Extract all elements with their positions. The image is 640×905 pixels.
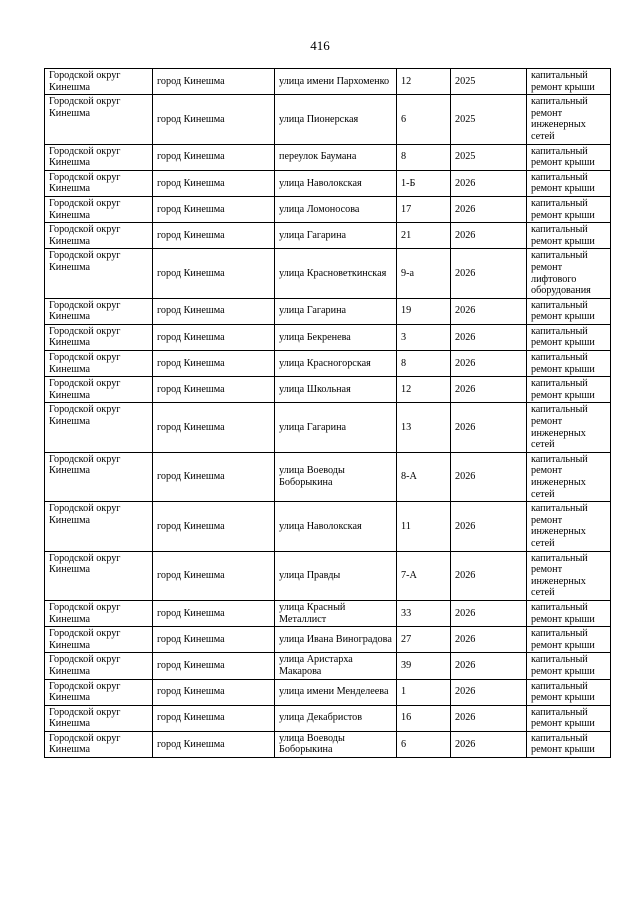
house-number-cell: 6	[397, 731, 451, 757]
street-cell: улица Гагарина	[275, 403, 397, 452]
street-cell: улица Наволокская	[275, 502, 397, 551]
table-row	[45, 502, 611, 551]
table-row	[45, 69, 611, 95]
work-type-cell: капитальный ремонт крыши	[527, 731, 611, 757]
locality-cell: город Кинешма	[153, 705, 275, 731]
municipality-cell: Городской округ Кинешма	[45, 653, 153, 679]
locality-cell: город Кинешма	[153, 377, 275, 403]
street-cell: улица Наволокская	[275, 170, 397, 196]
house-number-cell: 8	[397, 351, 451, 377]
work-type-cell: капитальный ремонт крыши	[527, 196, 611, 222]
year-cell: 2026	[451, 170, 527, 196]
municipality-cell: Городской округ Кинешма	[45, 95, 153, 144]
locality-cell: город Кинешма	[153, 69, 275, 95]
house-number-cell: 27	[397, 627, 451, 653]
table-row	[45, 679, 611, 705]
work-type-cell: капитальный ремонт лифтового оборудования	[527, 249, 611, 298]
municipality-cell: Городской округ Кинешма	[45, 731, 153, 757]
locality-cell: город Кинешма	[153, 95, 275, 144]
table-row	[45, 95, 611, 144]
locality-cell: город Кинешма	[153, 249, 275, 298]
municipality-cell: Городской округ Кинешма	[45, 551, 153, 600]
street-cell: улица Аристарха Макарова	[275, 653, 397, 679]
street-cell: улица имени Менделеева	[275, 679, 397, 705]
municipality-cell: Городской округ Кинешма	[45, 627, 153, 653]
work-type-cell: капитальный ремонт крыши	[527, 377, 611, 403]
locality-cell: город Кинешма	[153, 403, 275, 452]
street-cell: улица Красногорская	[275, 351, 397, 377]
municipality-cell: Городской округ Кинешма	[45, 324, 153, 350]
table-row	[45, 653, 611, 679]
year-cell: 2026	[451, 196, 527, 222]
work-type-cell: капитальный ремонт крыши	[527, 705, 611, 731]
house-number-cell: 8	[397, 144, 451, 170]
work-type-cell: капитальный ремонт инженерных сетей	[527, 403, 611, 452]
house-number-cell: 7-А	[397, 551, 451, 600]
street-cell: улица Пионерская	[275, 95, 397, 144]
table-row	[45, 403, 611, 452]
street-cell: переулок Баумана	[275, 144, 397, 170]
municipality-cell: Городской округ Кинешма	[45, 502, 153, 551]
table-row	[45, 249, 611, 298]
house-number-cell: 17	[397, 196, 451, 222]
work-type-cell: капитальный ремонт инженерных сетей	[527, 95, 611, 144]
work-type-cell: капитальный ремонт крыши	[527, 144, 611, 170]
year-cell: 2026	[451, 705, 527, 731]
street-cell: улица Гагарина	[275, 223, 397, 249]
work-type-cell: капитальный ремонт инженерных сетей	[527, 502, 611, 551]
table-row	[45, 223, 611, 249]
locality-cell: город Кинешма	[153, 600, 275, 626]
street-cell: улица Красный Металлист	[275, 600, 397, 626]
street-cell: улица Воеводы Боборыкина	[275, 452, 397, 501]
housing-repair-table	[44, 68, 611, 758]
year-cell: 2026	[451, 223, 527, 249]
house-number-cell: 8-А	[397, 452, 451, 501]
work-type-cell: капитальный ремонт крыши	[527, 324, 611, 350]
house-number-cell: 1	[397, 679, 451, 705]
house-number-cell: 33	[397, 600, 451, 626]
table-row	[45, 170, 611, 196]
house-number-cell: 21	[397, 223, 451, 249]
municipality-cell: Городской округ Кинешма	[45, 679, 153, 705]
work-type-cell: капитальный ремонт инженерных сетей	[527, 551, 611, 600]
municipality-cell: Городской округ Кинешма	[45, 298, 153, 324]
street-cell: улица Воеводы Боборыкина	[275, 731, 397, 757]
locality-cell: город Кинешма	[153, 298, 275, 324]
locality-cell: город Кинешма	[153, 452, 275, 501]
table-row	[45, 324, 611, 350]
street-cell: улица Правды	[275, 551, 397, 600]
table-row	[45, 705, 611, 731]
year-cell: 2025	[451, 144, 527, 170]
municipality-cell: Городской округ Кинешма	[45, 223, 153, 249]
street-cell: улица Ивана Виноградова	[275, 627, 397, 653]
table-row	[45, 731, 611, 757]
table-row	[45, 144, 611, 170]
locality-cell: город Кинешма	[153, 324, 275, 350]
table-body	[45, 69, 611, 758]
year-cell: 2026	[451, 324, 527, 350]
year-cell: 2025	[451, 69, 527, 95]
work-type-cell: капитальный ремонт крыши	[527, 351, 611, 377]
year-cell: 2026	[451, 600, 527, 626]
municipality-cell: Городской округ Кинешма	[45, 249, 153, 298]
municipality-cell: Городской округ Кинешма	[45, 351, 153, 377]
year-cell: 2026	[451, 351, 527, 377]
year-cell: 2025	[451, 95, 527, 144]
table-row	[45, 551, 611, 600]
year-cell: 2026	[451, 731, 527, 757]
work-type-cell: капитальный ремонт крыши	[527, 679, 611, 705]
house-number-cell: 39	[397, 653, 451, 679]
year-cell: 2026	[451, 249, 527, 298]
work-type-cell: капитальный ремонт крыши	[527, 223, 611, 249]
house-number-cell: 1-Б	[397, 170, 451, 196]
house-number-cell: 11	[397, 502, 451, 551]
street-cell: улица Декабристов	[275, 705, 397, 731]
street-cell: улица Красноветкинская	[275, 249, 397, 298]
year-cell: 2026	[451, 452, 527, 501]
table-row	[45, 600, 611, 626]
house-number-cell: 16	[397, 705, 451, 731]
street-cell: улица Школьная	[275, 377, 397, 403]
locality-cell: город Кинешма	[153, 551, 275, 600]
municipality-cell: Городской округ Кинешма	[45, 600, 153, 626]
table-row	[45, 452, 611, 501]
table-row	[45, 298, 611, 324]
table-row	[45, 377, 611, 403]
year-cell: 2026	[451, 679, 527, 705]
house-number-cell: 13	[397, 403, 451, 452]
locality-cell: город Кинешма	[153, 679, 275, 705]
locality-cell: город Кинешма	[153, 223, 275, 249]
street-cell: улица имени Пархоменко	[275, 69, 397, 95]
municipality-cell: Городской округ Кинешма	[45, 705, 153, 731]
locality-cell: город Кинешма	[153, 144, 275, 170]
year-cell: 2026	[451, 377, 527, 403]
year-cell: 2026	[451, 551, 527, 600]
house-number-cell: 3	[397, 324, 451, 350]
work-type-cell: капитальный ремонт инженерных сетей	[527, 452, 611, 501]
street-cell: улица Ломоносова	[275, 196, 397, 222]
year-cell: 2026	[451, 627, 527, 653]
year-cell: 2026	[451, 298, 527, 324]
locality-cell: город Кинешма	[153, 502, 275, 551]
municipality-cell: Городской округ Кинешма	[45, 170, 153, 196]
street-cell: улица Гагарина	[275, 298, 397, 324]
locality-cell: город Кинешма	[153, 653, 275, 679]
house-number-cell: 6	[397, 95, 451, 144]
work-type-cell: капитальный ремонт крыши	[527, 600, 611, 626]
table-row	[45, 627, 611, 653]
municipality-cell: Городской округ Кинешма	[45, 144, 153, 170]
locality-cell: город Кинешма	[153, 627, 275, 653]
house-number-cell: 12	[397, 377, 451, 403]
municipality-cell: Городской округ Кинешма	[45, 452, 153, 501]
page-number: 416	[310, 38, 330, 53]
work-type-cell: капитальный ремонт крыши	[527, 627, 611, 653]
year-cell: 2026	[451, 653, 527, 679]
municipality-cell: Городской округ Кинешма	[45, 196, 153, 222]
year-cell: 2026	[451, 403, 527, 452]
locality-cell: город Кинешма	[153, 351, 275, 377]
house-number-cell: 12	[397, 69, 451, 95]
work-type-cell: капитальный ремонт крыши	[527, 170, 611, 196]
work-type-cell: капитальный ремонт крыши	[527, 298, 611, 324]
municipality-cell: Городской округ Кинешма	[45, 377, 153, 403]
work-type-cell: капитальный ремонт крыши	[527, 69, 611, 95]
locality-cell: город Кинешма	[153, 196, 275, 222]
house-number-cell: 19	[397, 298, 451, 324]
municipality-cell: Городской округ Кинешма	[45, 69, 153, 95]
table-row	[45, 351, 611, 377]
municipality-cell: Городской округ Кинешма	[45, 403, 153, 452]
year-cell: 2026	[451, 502, 527, 551]
street-cell: улица Бекренева	[275, 324, 397, 350]
locality-cell: город Кинешма	[153, 731, 275, 757]
house-number-cell: 9-а	[397, 249, 451, 298]
locality-cell: город Кинешма	[153, 170, 275, 196]
table-row	[45, 196, 611, 222]
work-type-cell: капитальный ремонт крыши	[527, 653, 611, 679]
